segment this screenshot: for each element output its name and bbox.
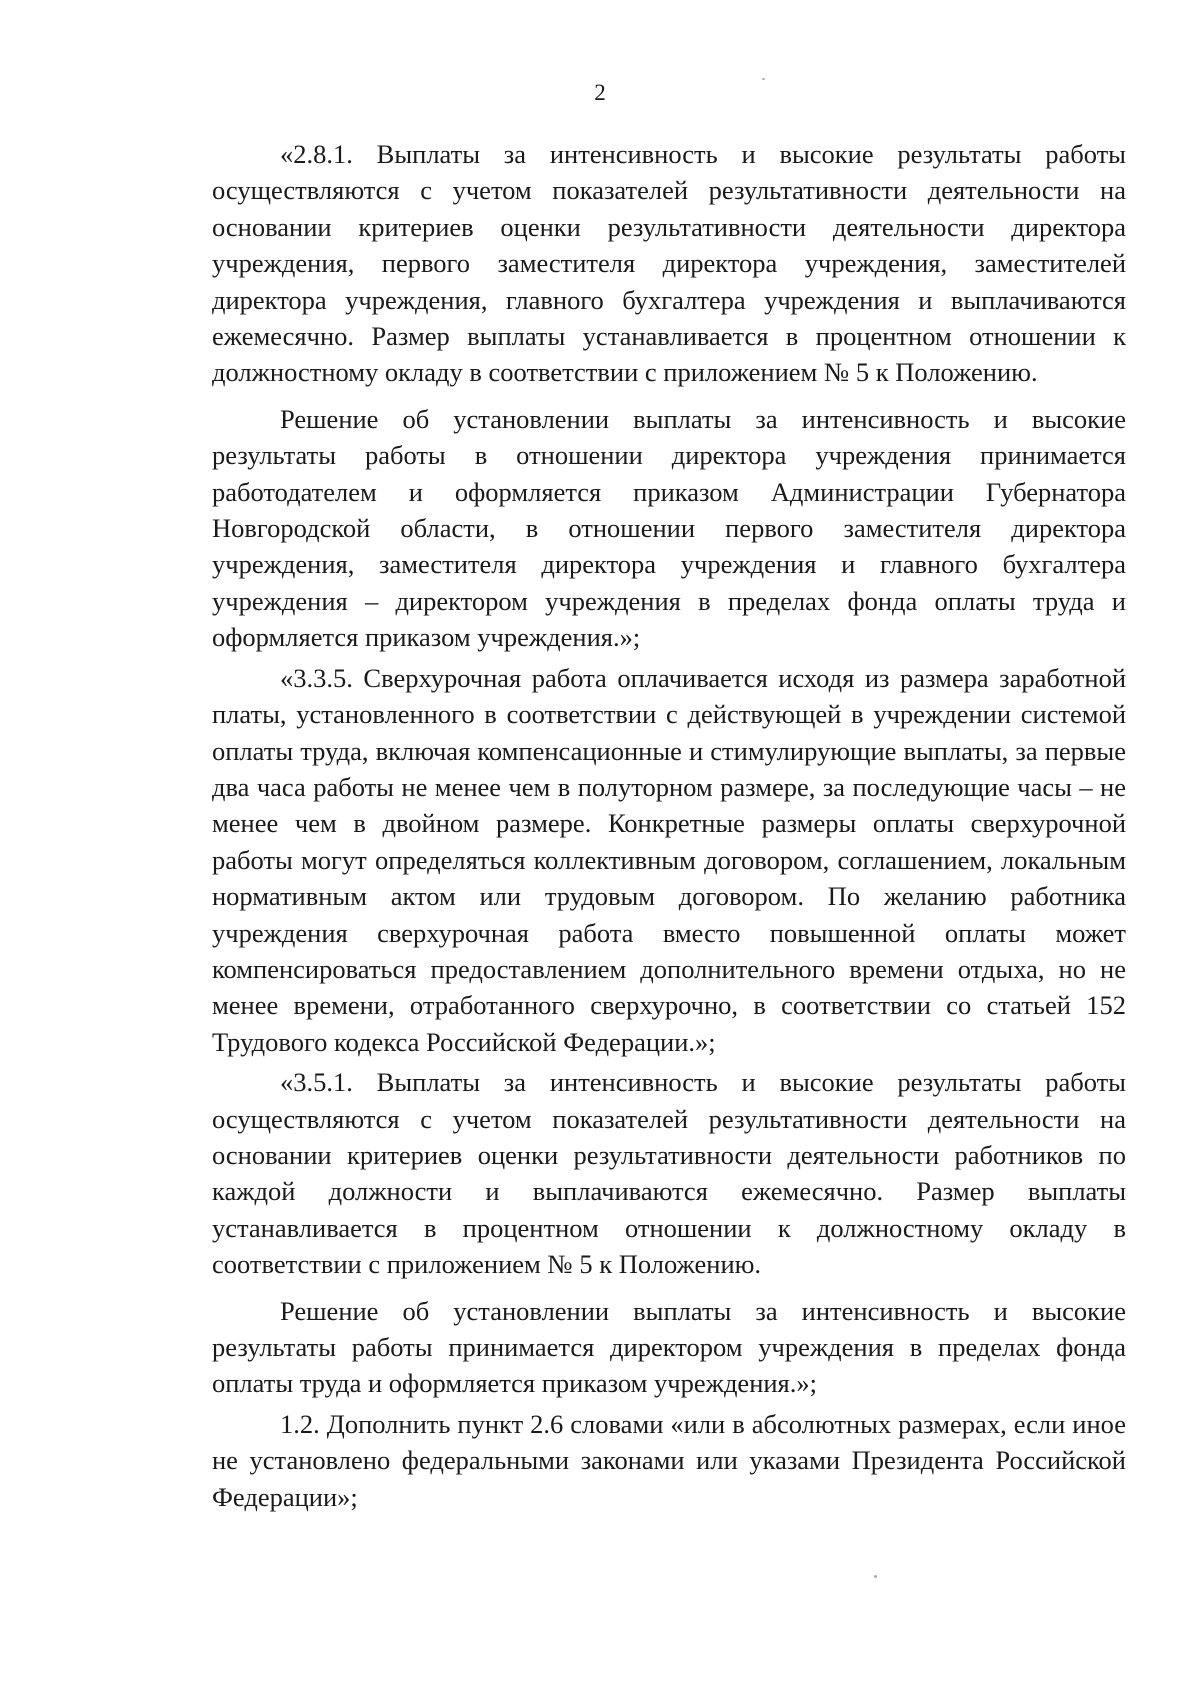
paragraph-1-2: 1.2. Дополнить пункт 2.6 словами «или в абсолютных размерах, если иное не установлено федеральными законами или указами Президента Российской Федерации»; bbox=[212, 1408, 1126, 1512]
scan-speck bbox=[874, 1575, 877, 1578]
paragraph-staff-decision: Решение об установлении выплаты за интенсивность и высокие результаты работы принимается директором учреждения в пределах фонда оплаты труда и оформляется приказом учреждения.»; bbox=[212, 1295, 1126, 1399]
paragraph-2-8-1: «2.8.1. Выплаты за интенсивность и высокие результаты работы осуществляются с учетом показателей результативности деятельности на основании критериев оценки результативности деятельности директора учреждения, первого заместителя директора учреждения, заместителей директора учреждения, главного бухгалтера учреждения и выплачиваются ежемесячно. Размер выплаты устанавливается в процентном отношении к должностному окладу в соответствии с приложением № 5 к Положению. bbox=[212, 139, 1126, 388]
page-number: 2 bbox=[594, 80, 606, 105]
scan-speck bbox=[762, 78, 765, 80]
document-body bbox=[212, 136, 1126, 1515]
paragraph-3-5-1: «3.5.1. Выплаты за интенсивность и высокие результаты работы осуществляются с учетом показателей результативности деятельности на основании критериев оценки результативности деятельности работников по каждой должности и выплачиваются ежемесячно. Размер выплаты устанавливается в процентном отношении к должностному окладу в соответствии с приложением № 5 к Положению. bbox=[212, 1067, 1126, 1280]
paragraph-3-3-5: «3.3.5. Сверхурочная работа оплачивается исходя из размера заработной платы, установленного в соответствии с действующей в учреждении системой оплаты труда, включая компенсационные и стимулирующие выплаты, за первые два часа работы не менее чем в полуторном размере, за последующие часы – не менее чем в двойном размере. Конкретные размеры оплаты сверхурочной работы могут определяться коллективным договором, соглашением, локальным нормативным актом или трудовым договором. По желанию работника учреждения сверхурочная работа вместо повышенной оплаты может компенсироваться предоставлением дополнительного времени отдыха, но не менее времени, отработанного сверхурочно, в соответствии со статьей 152 Трудового кодекса Российской Федерации.»; bbox=[212, 662, 1126, 1057]
paragraph-director-decision: Решение об установлении выплаты за интенсивность и высокие результаты работы в отношении директора учреждения принимается работодателем и оформляется приказом Администрации Губернатора Новгородской области, в отношении первого заместителя директора учреждения, заместителя директора учреждения и главного бухгалтера учреждения – директором учреждения в пределах фонда оплаты труда и оформляется приказом учреждения.»; bbox=[212, 403, 1126, 653]
